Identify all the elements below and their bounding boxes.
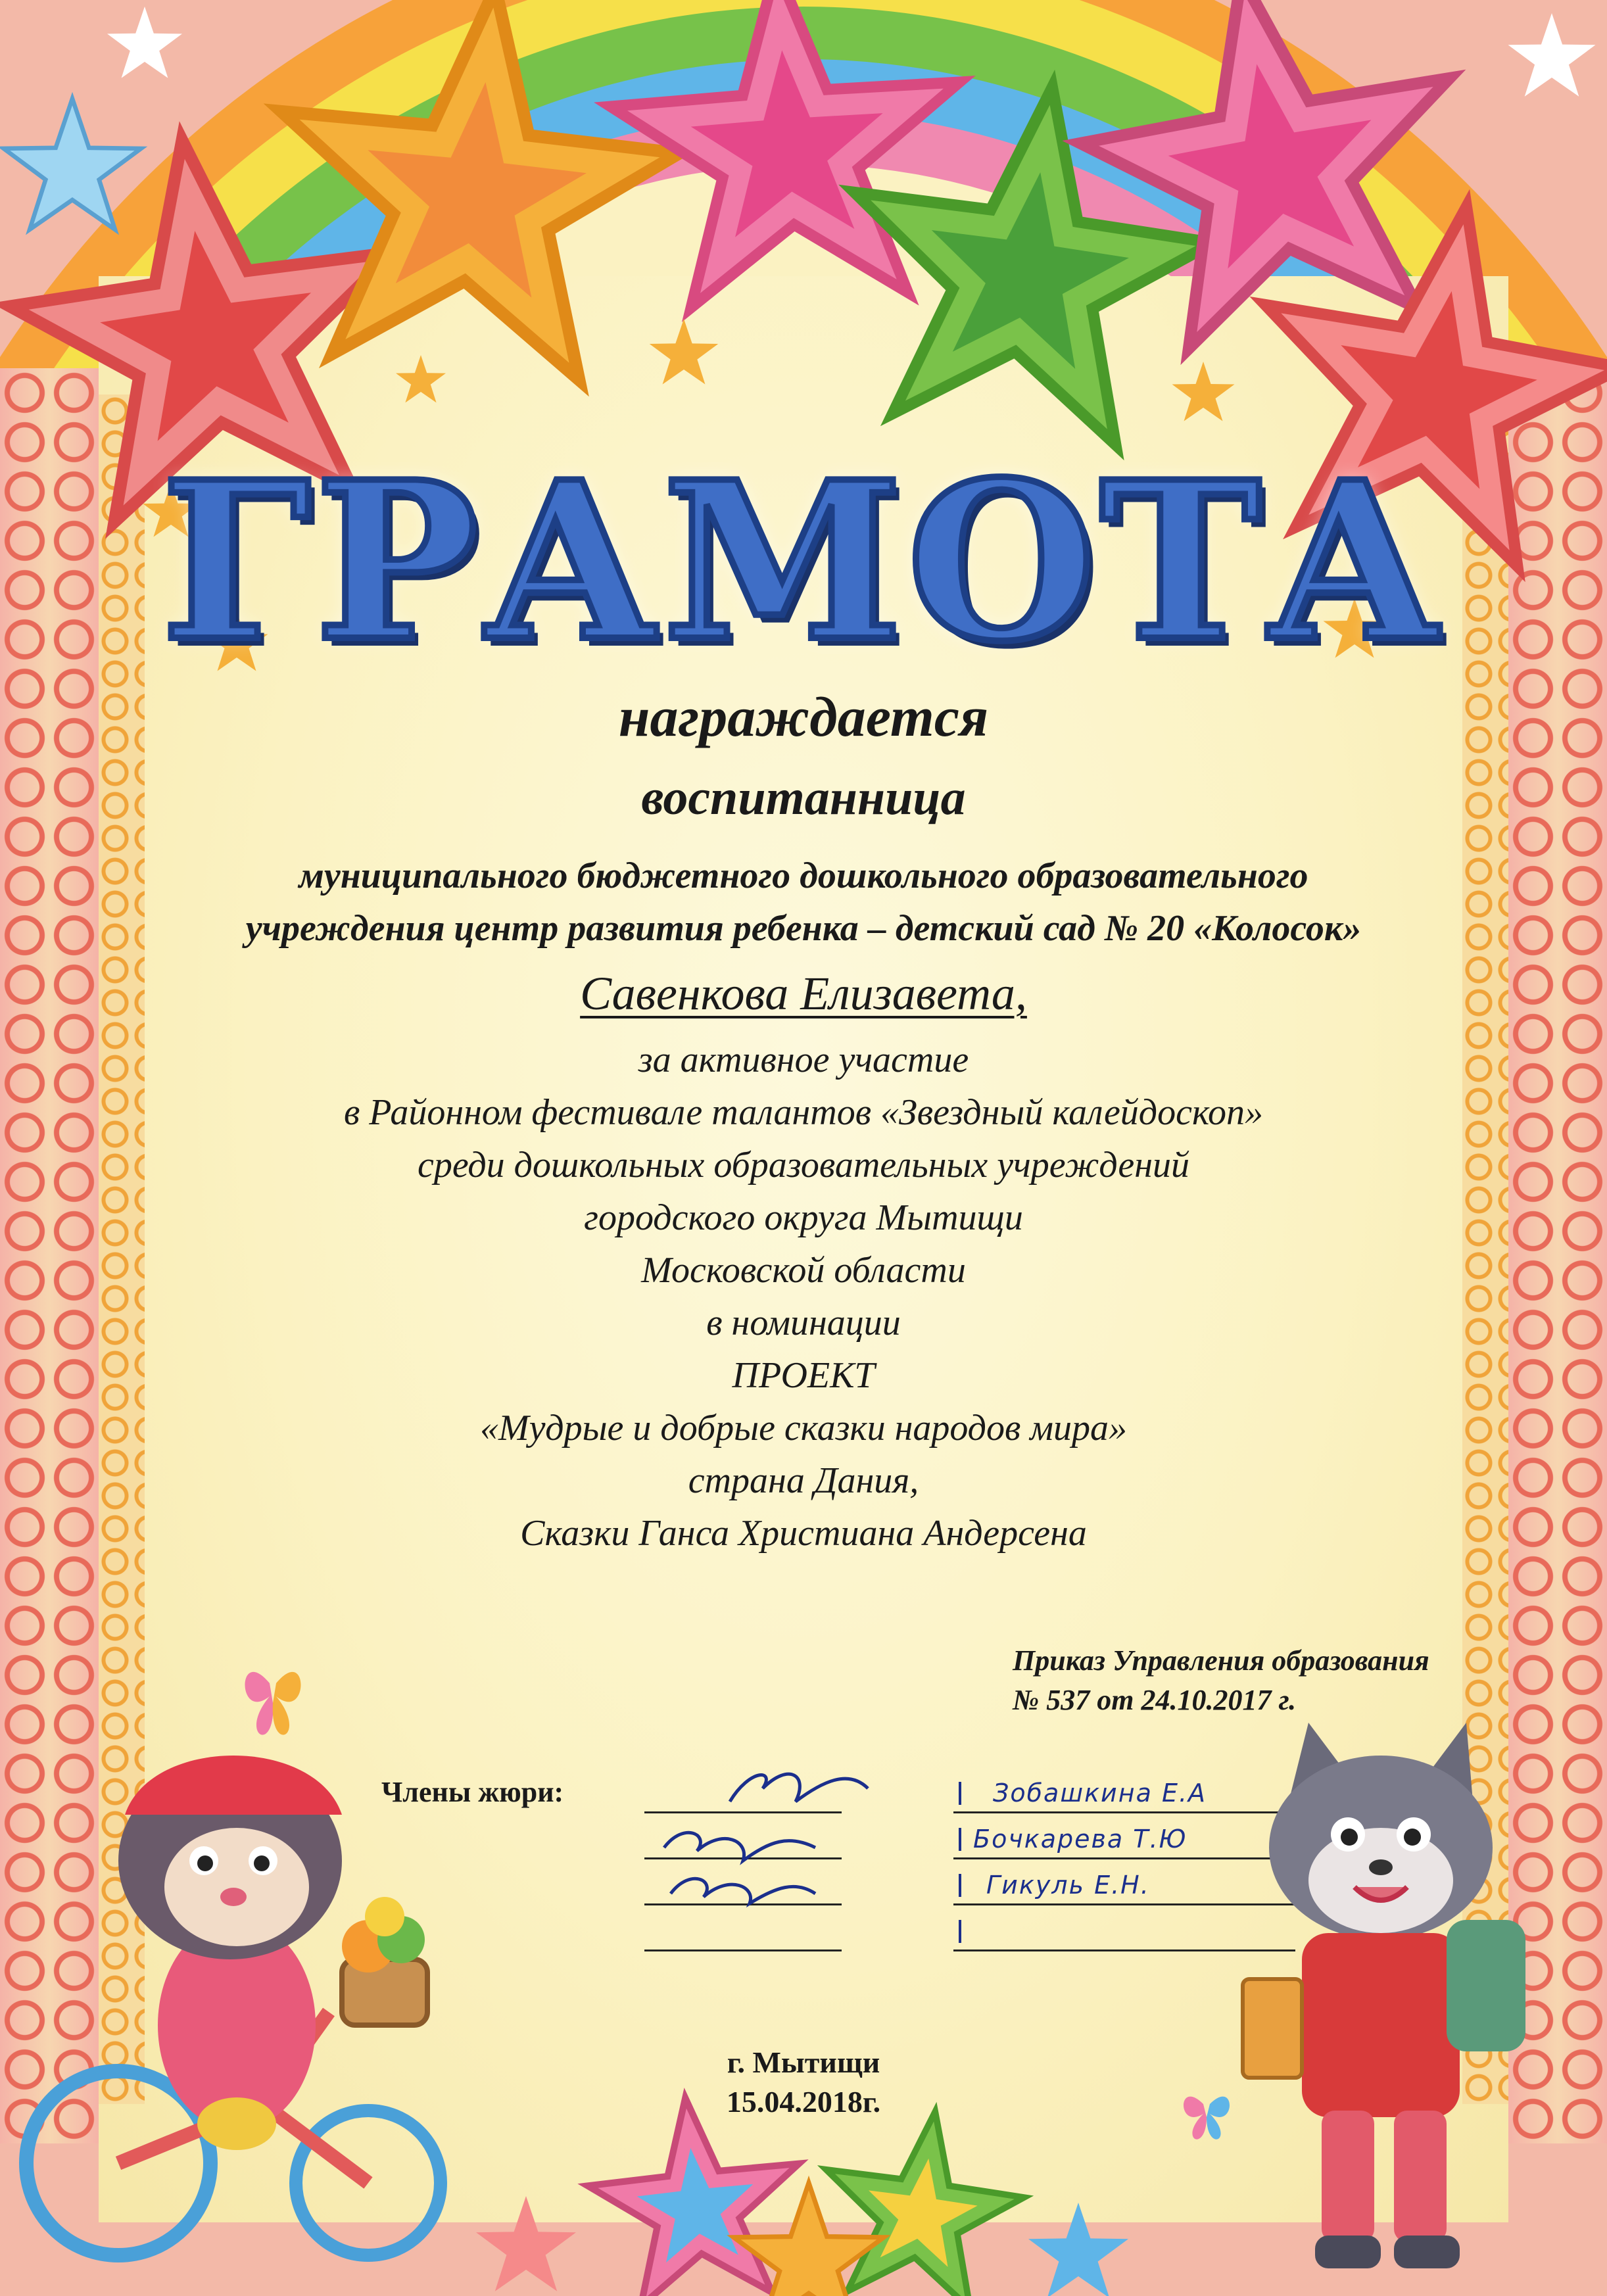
reason-line: за активное участие	[638, 1040, 969, 1080]
country-line: страна Дания,	[688, 1460, 919, 1501]
recipient-role: воспитанница	[641, 770, 966, 825]
certificate-title: ГРАМОТА	[161, 434, 1446, 689]
order-line-1: Приказ Управления образования	[1013, 1644, 1429, 1677]
nomination-name: ПРОЕКТ	[732, 1355, 875, 1396]
order-line-2: № 537 от 24.10.2017 г.	[1013, 1684, 1297, 1716]
project-name: «Мудрые и добрые сказки народов мира»	[479, 1408, 1128, 1448]
jury-member-1: Зобашкина Е.А	[993, 1779, 1207, 1807]
region-line: Московской области	[641, 1250, 966, 1291]
festival-line: в Районном фестивале талантов «Звездный калейдоскоп»	[343, 1092, 1264, 1133]
issue-city: г. Мытищи	[727, 2045, 880, 2079]
awarded-line: награждается	[618, 685, 989, 748]
institution-line-2: учреждения центр развития ребенка – детский сад № 20 «Колосок»	[245, 908, 1362, 949]
district-line: городского округа Мытищи	[584, 1197, 1023, 1238]
recipient-name: Савенкова Елизавета,	[580, 967, 1027, 1020]
institution-line-1: муниципального бюджетного дошкольного образовательного	[299, 855, 1308, 896]
nomination-intro: в номинации	[706, 1303, 901, 1343]
issue-date: 15.04.2018г.	[726, 2085, 881, 2118]
jury-member-2: Бочкарева Т.Ю	[973, 1825, 1187, 1854]
tales-line: Сказки Ганса Христиана Андерсена	[520, 1513, 1087, 1554]
among-line: среди дошкольных образовательных учреждений	[418, 1145, 1189, 1185]
jury-member-3: Гикуль Е.Н.	[986, 1871, 1150, 1900]
jury-label: Члены жюри:	[381, 1776, 564, 1808]
